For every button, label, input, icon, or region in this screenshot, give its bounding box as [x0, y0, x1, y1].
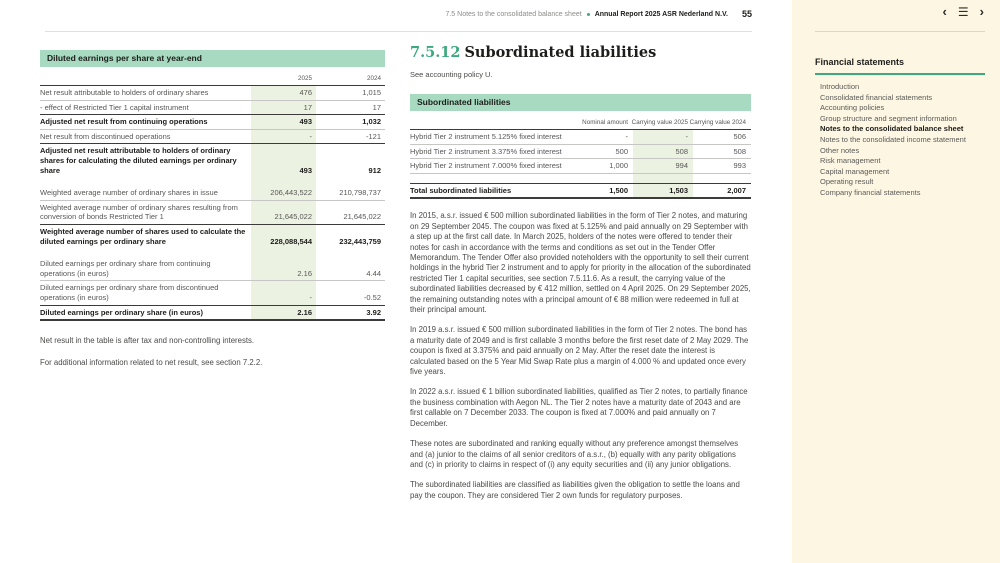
- row-label: Net result from discontinued operations: [40, 129, 251, 144]
- sidebar-title: Financial statements: [815, 57, 905, 67]
- diluted-eps-section: [40, 50, 385, 368]
- paragraph: These notes are subordinated and ranking equally without any preference amongst themselves and (a) junior to the claims of all senior creditors of a.s.r., (b) equally with any parity obligations and (c) in priority to claims in respect of (i) any equity securities and (ii) any junior obligations.: [410, 439, 739, 469]
- row-label: Total subordinated liabilities: [410, 183, 575, 198]
- table-row: [40, 281, 385, 305]
- row-value: 993: [693, 159, 751, 174]
- column-header: Carrying value 2024: [693, 113, 751, 130]
- row-label: Hybrid Tier 2 instrument 5.125% fixed interest: [410, 130, 575, 145]
- row-label: Diluted earnings per ordinary share from continuing operations (in euros): [40, 257, 251, 281]
- table-row: [40, 186, 385, 200]
- row-value: 493: [251, 144, 316, 177]
- row-label: Hybrid Tier 2 instrument 3.375% fixed interest: [410, 144, 575, 159]
- row-label: - effect of Restricted Tier 1 capital instrument: [40, 100, 251, 115]
- table-row: [410, 130, 751, 145]
- row-value: 500: [575, 144, 633, 159]
- spacer-row: [40, 177, 385, 186]
- page-number: 55: [741, 9, 752, 19]
- row-value: -: [251, 281, 316, 305]
- sidebar-item[interactable]: Consolidated financial statements: [820, 92, 933, 102]
- row-value: 21,645,022: [316, 200, 385, 224]
- paragraph: In 2022 a.s.r. issued € 1 billion subordinated liabilities, qualified as Tier 2 notes, to partially finance the business combination with Aegon NL. The Tier 2 notes have a maturity date of 2043 and are first callable on 7 December 2033. The coupon is fixed at 7.000% and paid annually on 7 December.: [410, 387, 748, 428]
- sidebar-item[interactable]: Notes to the consolidated income statement: [820, 134, 966, 144]
- table-row: [410, 159, 751, 174]
- row-value: 994: [633, 159, 693, 174]
- paragraph: The subordinated liabilities are classified as liabilities given the obligation to settle the loans and pay the coupon. They are considered Tier 2 own funds for regulatory purposes.: [410, 480, 740, 500]
- sidebar-item[interactable]: Risk management: [820, 156, 881, 166]
- row-label: Hybrid Tier 2 instrument 7.000% fixed interest: [410, 159, 575, 174]
- paragraph: In 2019 a.s.r. issued € 500 million subordinated liabilities in the form of Tier 2 notes. The bond has a maturity date of 2049 and is first callable 3 months before the first reset date of 2 May 2029. The coupon is fixed at 3.375% and paid annually on 2 May. After the reset date the interest is calculated based on the 5 Year Mid Swap Rate plus a margin of 4.000 % and updated once every five years.: [410, 325, 749, 377]
- row-value: 508: [693, 144, 751, 159]
- empty-header-cell: [40, 69, 251, 86]
- table-row: [40, 129, 385, 144]
- row-value: 2,007: [693, 183, 751, 198]
- row-value: -: [575, 130, 633, 145]
- row-label: Diluted earnings per ordinary share (in euros): [40, 305, 251, 320]
- row-value: 912: [368, 165, 381, 175]
- table-row: [40, 144, 385, 177]
- row-value: 4.44: [316, 257, 385, 281]
- row-value: 2.16: [251, 257, 316, 281]
- row-label: Weighted average number of ordinary shares in issue: [40, 186, 251, 200]
- row-value: 21,645,022: [251, 200, 316, 224]
- sidebar-item[interactable]: Other notes: [820, 145, 860, 155]
- row-value: -: [251, 129, 316, 144]
- sidebar: [792, 0, 1000, 563]
- prev-page-icon[interactable]: ‹: [942, 4, 947, 19]
- subordinated-liabilities-section: [410, 44, 751, 511]
- sidebar-divider: [815, 31, 985, 32]
- row-value: 1,000: [575, 159, 633, 174]
- table-row: [40, 100, 385, 115]
- table-row: [40, 305, 385, 320]
- column-header: Nominal amount: [575, 113, 633, 130]
- sidebar-item[interactable]: Company financial statements: [820, 187, 921, 197]
- column-header-row: [410, 113, 751, 130]
- section-number: 7.5.12: [410, 44, 461, 61]
- year-column-header: 2025: [251, 69, 316, 86]
- topbar: [445, 9, 752, 19]
- row-value: 508: [633, 144, 693, 159]
- table-row: [40, 86, 385, 101]
- row-value: 210,798,737: [316, 186, 385, 200]
- row-value: -0.52: [316, 281, 385, 305]
- nav-icons: [943, 3, 984, 21]
- row-value: 3.92: [316, 305, 385, 320]
- row-value: 493: [251, 115, 316, 130]
- breadcrumb-section: 7.5 Notes to the consolidated balance sheet: [445, 10, 582, 18]
- row-label: Net result attributable to holders of ordinary shares: [40, 86, 251, 101]
- subordinated-table-title: Subordinated liabilities: [410, 94, 751, 111]
- column-header: Carrying value 2025: [633, 113, 693, 130]
- year-column-header: 2024: [316, 69, 385, 86]
- row-label: Adjusted net result from continuing operations: [40, 115, 251, 130]
- spacer-row: [40, 248, 385, 257]
- table-row: [40, 115, 385, 130]
- body-text: [410, 211, 751, 501]
- sidebar-item[interactable]: Capital management: [820, 166, 890, 176]
- table-row: [40, 200, 385, 224]
- paragraph: In 2015, a.s.r. issued € 500 million subordinated liabilities in the form of Tier 2 notes, and maturing on 29 September 2045. The coupon was fixed at 5.125% and paid annually on 29 September with a step up at the first call date. In March 2025, holders of the notes were offered to tender their notes for cash in accordance with the terms and conditions as set out in the Tender Offer Memorandum. The Tender Offer also provided noteholders with the opportunity to sell their current holdings in the hybrid Tier 2 instrument and to apply for priority in the allocation of the subordinated restricted Tier 1 capital securities, see section 7.5.11.6. As a result, the carrying value of the subordinated liabilities decreased by € 412 million, settled on 4 April 2025. On 29 September 2025, the remaining outstanding notes with a principal amount of € 88 million were redeemed in full at their principal amount.: [410, 211, 751, 315]
- sidebar-title-underline: [815, 73, 985, 75]
- topbar-divider: [45, 31, 752, 32]
- menu-icon[interactable]: ☰: [957, 5, 969, 19]
- row-value: 17: [316, 100, 385, 115]
- sidebar-item[interactable]: Operating result: [820, 177, 874, 187]
- row-value: 2.16: [251, 305, 316, 320]
- table-row: [40, 224, 385, 248]
- table-row: [410, 183, 751, 198]
- sidebar-item[interactable]: Notes to the consolidated balance sheet: [820, 124, 964, 134]
- row-value: 1,015: [316, 86, 385, 101]
- row-value: 228,088,544: [251, 224, 316, 248]
- subordinated-liabilities-table: [410, 113, 751, 199]
- empty-header-cell: [410, 113, 575, 130]
- row-value: 1,500: [575, 183, 633, 198]
- row-value: 1,032: [316, 115, 385, 130]
- sidebar-item[interactable]: Accounting policies: [820, 103, 885, 113]
- row-value: -121: [316, 129, 385, 144]
- sidebar-item[interactable]: Introduction: [820, 82, 860, 91]
- report-title: Annual Report 2025 ASR Nederland N.V.: [594, 10, 728, 18]
- sidebar-item[interactable]: Group structure and segment information: [820, 113, 957, 123]
- row-label: Weighted average number of ordinary shares resulting from conversion of bonds Restricted Tier 1: [40, 200, 251, 224]
- separator-dot-icon: [587, 13, 590, 16]
- row-value: -: [633, 130, 693, 145]
- table-row: [410, 144, 751, 159]
- table-row: [40, 257, 385, 281]
- spacer-row: [410, 173, 751, 183]
- footnote: For additional information related to net result, see section 7.2.2.: [40, 357, 263, 367]
- row-label: Weighted average number of shares used to calculate the diluted earnings per ordinary share: [40, 226, 246, 246]
- section-title: Subordinated liabilities: [464, 44, 657, 61]
- row-value: 17: [251, 100, 316, 115]
- footnote: Net result in the table is after tax and non-controlling interests.: [40, 336, 255, 346]
- diluted-eps-table: [40, 69, 385, 321]
- section-heading: [410, 44, 751, 61]
- year-header-row: [40, 69, 385, 86]
- row-value: 206,443,522: [251, 186, 316, 200]
- row-label: Diluted earnings per ordinary share from discontinued operations (in euros): [40, 281, 251, 305]
- row-value: 1,503: [633, 183, 693, 198]
- sidebar-list: [820, 82, 992, 199]
- row-value: 476: [251, 86, 316, 101]
- row-label: Adjusted net result attributable to holders of ordinary shares for calculating the diluted earnings per ordinary share: [40, 146, 237, 175]
- row-value: 232,443,759: [339, 236, 381, 246]
- policy-note: See accounting policy U.: [410, 70, 493, 79]
- row-value: 506: [693, 130, 751, 145]
- diluted-eps-table-title: Diluted earnings per share at year-end: [40, 50, 385, 67]
- next-page-icon[interactable]: ›: [979, 4, 984, 19]
